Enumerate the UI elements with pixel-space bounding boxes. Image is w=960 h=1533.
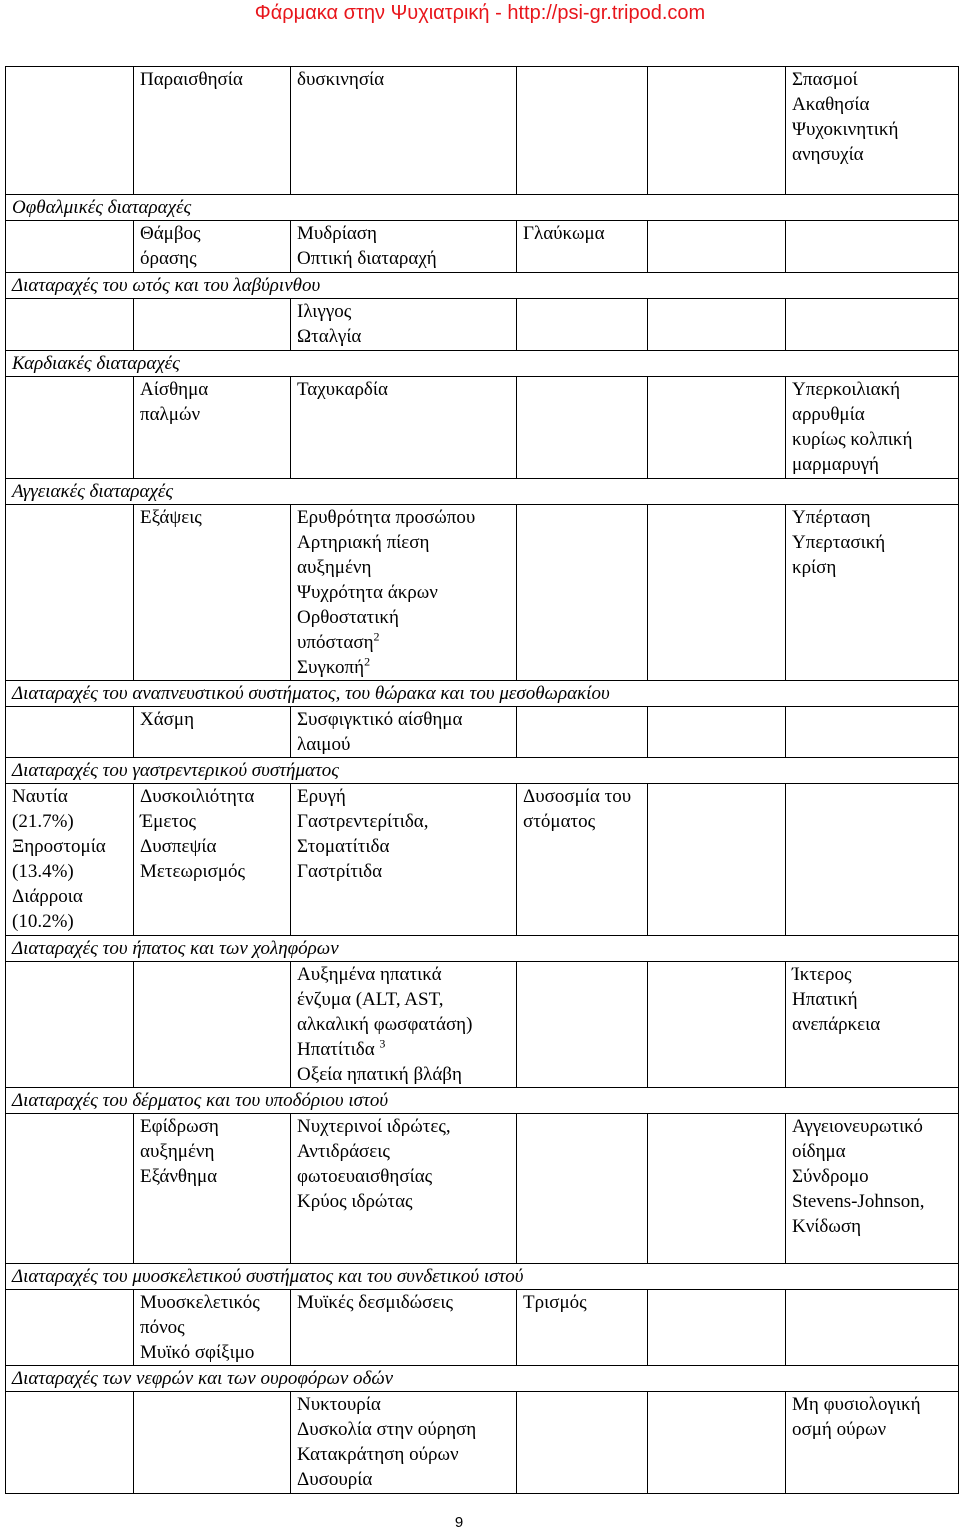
cell-common: Θάμβος όρασης (134, 221, 291, 273)
cell-uncommon: Ταχυκαρδία (291, 377, 517, 479)
cell-uncommon: Μυδρίαση Οπτική διαταραχή (291, 221, 517, 273)
cell-unknown-frequency (786, 784, 959, 936)
category-label: Αγγειακές διαταραχές (6, 479, 959, 505)
cell-very-common (6, 67, 134, 195)
cell-very-rare (648, 962, 786, 1088)
table-row (6, 784, 959, 936)
category-label: Διαταραχές του ωτός και του λαβύρινθου (6, 273, 959, 299)
cell-line: Αυξημένα ηπατικά (297, 964, 442, 985)
cell-line (297, 630, 510, 655)
table-row (6, 962, 959, 1088)
category-row (6, 1088, 959, 1114)
table-row (6, 377, 959, 479)
category-row (6, 195, 959, 221)
cell-unknown-frequency: Μη φυσιολογική οσμή ούρων (786, 1392, 959, 1494)
category-row (6, 273, 959, 299)
cell-very-common (6, 707, 134, 758)
cell-rare (517, 1114, 648, 1264)
cell-uncommon: Ιλιγγος Ωταλγία (291, 299, 517, 351)
page-number: 9 (454, 1514, 464, 1531)
category-row (6, 1264, 959, 1290)
category-row (6, 681, 959, 707)
cell-rare: Γλαύκωμα (517, 221, 648, 273)
cell-very-rare (648, 784, 786, 936)
table-row (6, 221, 959, 273)
footnote-ref: 3 (379, 1036, 386, 1051)
cell-line-text: υπόσταση (297, 632, 374, 653)
cell-very-common (6, 1290, 134, 1366)
table-row (6, 1392, 959, 1494)
cell-rare (517, 67, 648, 195)
cell-unknown-frequency (786, 707, 959, 758)
cell-line-text: Συγκοπή (297, 657, 365, 678)
cell-very-common (6, 377, 134, 479)
cell-rare (517, 505, 648, 681)
cell-uncommon: Ερυγή Γαστρεντερίτιδα, Στοματίτιδα Γαστρίτιδα (291, 784, 517, 936)
cell-line (297, 655, 510, 680)
cell-uncommon: Συσφιγκτικό αίσθημα λαιμού (291, 707, 517, 758)
category-label: Οφθαλμικές διαταραχές (6, 195, 959, 221)
cell-line: αλκαλική φωσφατάση) (297, 1014, 473, 1035)
category-row (6, 479, 959, 505)
table-row (6, 505, 959, 681)
category-row (6, 1366, 959, 1392)
table-row (6, 1114, 959, 1264)
cell-uncommon: δυσκινησία (291, 67, 517, 195)
cell-very-common: Ναυτία (21.7%) Ξηροστομία (13.4%) Διάρροια (10.2%) (6, 784, 134, 936)
category-label: Διαταραχές του μυοσκελετικού συστήματος και του συνδετικού ιστού (6, 1264, 959, 1290)
cell-common: Μυοσκελετικός πόνος Μυϊκό σφίξιμο (134, 1290, 291, 1366)
cell-rare: Τρισμός (517, 1290, 648, 1366)
cell-line: Ορθοστατική (297, 607, 399, 628)
side-effects-table (5, 66, 959, 1494)
cell-very-rare (648, 1290, 786, 1366)
cell-line (297, 1037, 510, 1062)
footnote-ref: 2 (373, 629, 380, 644)
cell-very-rare (648, 505, 786, 681)
cell-rare (517, 377, 648, 479)
cell-unknown-frequency: Αγγειονευρωτικό οίδημα Σύνδρομο Stevens-Johnson, Κνίδωση (786, 1114, 959, 1264)
cell-very-rare (648, 377, 786, 479)
cell-very-common (6, 1114, 134, 1264)
cell-line: αυξημένη (297, 557, 372, 578)
cell-uncommon (291, 962, 517, 1088)
page-header-title: Φάρμακα στην Ψυχιατρική - http://psi-gr.tripod.com (254, 2, 706, 24)
cell-very-rare (648, 67, 786, 195)
cell-very-rare (648, 221, 786, 273)
cell-unknown-frequency: Υπερκοιλιακή αρρυθμία κυρίως κολπική μαρμαρυγή (786, 377, 959, 479)
cell-very-rare (648, 707, 786, 758)
cell-very-common (6, 221, 134, 273)
cell-rare (517, 707, 648, 758)
category-row (6, 758, 959, 784)
cell-line: ένζυμα (ALT, AST, (297, 989, 444, 1010)
cell-rare (517, 1392, 648, 1494)
cell-very-common (6, 1392, 134, 1494)
cell-common (134, 1392, 291, 1494)
cell-common: Δυσκοιλιότητα Έμετος Δυσπεψία Μετεωρισμός (134, 784, 291, 936)
category-label: Διαταραχές του δέρματος και του υποδόριου ιστού (6, 1088, 959, 1114)
cell-uncommon: Μυϊκές δεσμιδώσεις (291, 1290, 517, 1366)
cell-common: Παραισθησία (134, 67, 291, 195)
cell-very-rare (648, 1114, 786, 1264)
cell-uncommon (291, 505, 517, 681)
cell-common: Χάσμη (134, 707, 291, 758)
cell-uncommon: Νυκτουρία Δυσκολία στην ούρηση Κατακράτηση ούρων Δυσουρία (291, 1392, 517, 1494)
category-label: Διαταραχές των νεφρών και των ουροφόρων οδών (6, 1366, 959, 1392)
footnote-ref: 2 (364, 654, 371, 669)
cell-common (134, 962, 291, 1088)
cell-rare (517, 962, 648, 1088)
table-row (6, 1290, 959, 1366)
category-label: Καρδιακές διαταραχές (6, 351, 959, 377)
cell-unknown-frequency (786, 221, 959, 273)
table-row (6, 299, 959, 351)
cell-line-text: Ηπατίτιδα (297, 1039, 380, 1060)
cell-very-common (6, 962, 134, 1088)
cell-line: Ερυθρότητα προσώπου (297, 507, 476, 528)
table-row (6, 707, 959, 758)
cell-very-rare (648, 1392, 786, 1494)
cell-common: Εφίδρωση αυξημένη Εξάνθημα (134, 1114, 291, 1264)
cell-unknown-frequency (786, 1290, 959, 1366)
cell-unknown-frequency: Ίκτερος Ηπατική ανεπάρκεια (786, 962, 959, 1088)
cell-rare: Δυσοσμία του στόματος (517, 784, 648, 936)
category-row (6, 936, 959, 962)
category-label: Διαταραχές του γαστρεντερικού συστήματος (6, 758, 959, 784)
cell-uncommon: Νυχτερινοί ιδρώτες, Αντιδράσεις φωτοευαισθησίας Κρύος ιδρώτας (291, 1114, 517, 1264)
cell-line: Αρτηριακή πίεση (297, 532, 430, 553)
cell-very-rare (648, 299, 786, 351)
cell-common: Αίσθημα παλμών (134, 377, 291, 479)
cell-line: Οξεία ηπατική βλάβη (297, 1064, 462, 1085)
cell-common: Εξάψεις (134, 505, 291, 681)
category-row (6, 351, 959, 377)
category-label: Διαταραχές του αναπνευστικού συστήματος, του θώρακα και του μεσοθωρακίου (6, 681, 959, 707)
cell-unknown-frequency: Υπέρταση Υπερτασική κρίση (786, 505, 959, 681)
cell-rare (517, 299, 648, 351)
cell-line: Ψυχρότητα άκρων (297, 582, 438, 603)
table-row (6, 67, 959, 195)
cell-common (134, 299, 291, 351)
cell-very-common (6, 505, 134, 681)
cell-unknown-frequency (786, 299, 959, 351)
cell-very-common (6, 299, 134, 351)
cell-unknown-frequency: Σπασμοί Ακαθησία Ψυχοκινητική ανησυχία (786, 67, 959, 195)
category-label: Διαταραχές του ήπατος και των χοληφόρων (6, 936, 959, 962)
